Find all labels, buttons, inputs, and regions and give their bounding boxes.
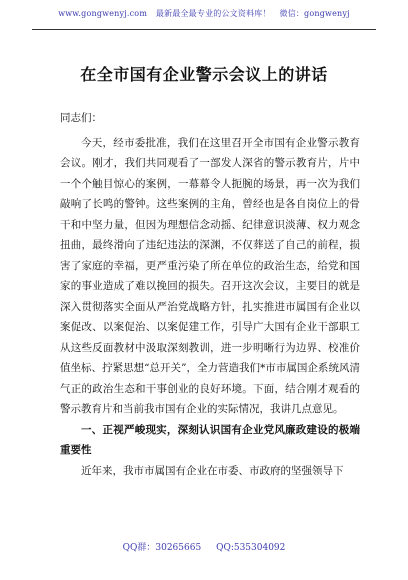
page-header [0, 8, 408, 19]
paragraph: 近年来，我市市属国有企业在市委、市政府的坚强领导下 [81, 464, 344, 477]
wechat-id: 微信：gongwenyj [279, 9, 350, 18]
document-body [60, 108, 360, 481]
salutation: 同志们： [60, 112, 102, 124]
site-slogan: 最新最全最专业的公文资料库！ [155, 9, 271, 18]
document-title: 在全市国有企业警示会议上的讲话 [80, 65, 328, 84]
section-heading: 一、正视严峻现实，深刻认识国有企业党风廉政建设的极端重要性 [60, 423, 360, 456]
site-url: www.gongwenyj.com [58, 9, 148, 18]
paragraph: 今天，经市委批准，我们在这里召开全市国有企业警示教育会议。刚才，我们共同观看了一部发人深省的警示教育片，片中一个个触目惊心的案例，一幕幕令人扼腕的场景，再一次为我们敲响了长鸣的警钟。这些案例的主角，曾经也是各自岗位上的骨干和中坚力量，但因为理想信念动摇、纪律意识淡薄、权力观念扭曲，最终滑向了违纪违法的深渊，不仅葬送了自己的前程，损害了家庭的幸福，更严重污染了所在单位的政治生态，给党和国家的事业造成了难以挽回的损失。召开这次会议，主要目的就是深入贯彻落实全面从严治党战略方针，扎实推进市属国有企业以案促改、以案促治、以案促建工作，引导广大国有企业干部职工从这些反面教材中汲取深刻教训，进一步明晰行为边界、校准价值坐标、拧紧思想“总开关”，全力营造我们*市市属国企系统风清气正的政治生态和干事创业的良好环境。下面，结合刚才观看的警示教育片和当前我市国有企业的实际情况，我讲几点意见。 [60, 136, 360, 415]
header-divider [32, 29, 376, 30]
page-footer [0, 540, 408, 553]
qq-contact: QQ:535304092 [216, 543, 286, 553]
qq-group: QQ群：30265665 [122, 543, 202, 553]
